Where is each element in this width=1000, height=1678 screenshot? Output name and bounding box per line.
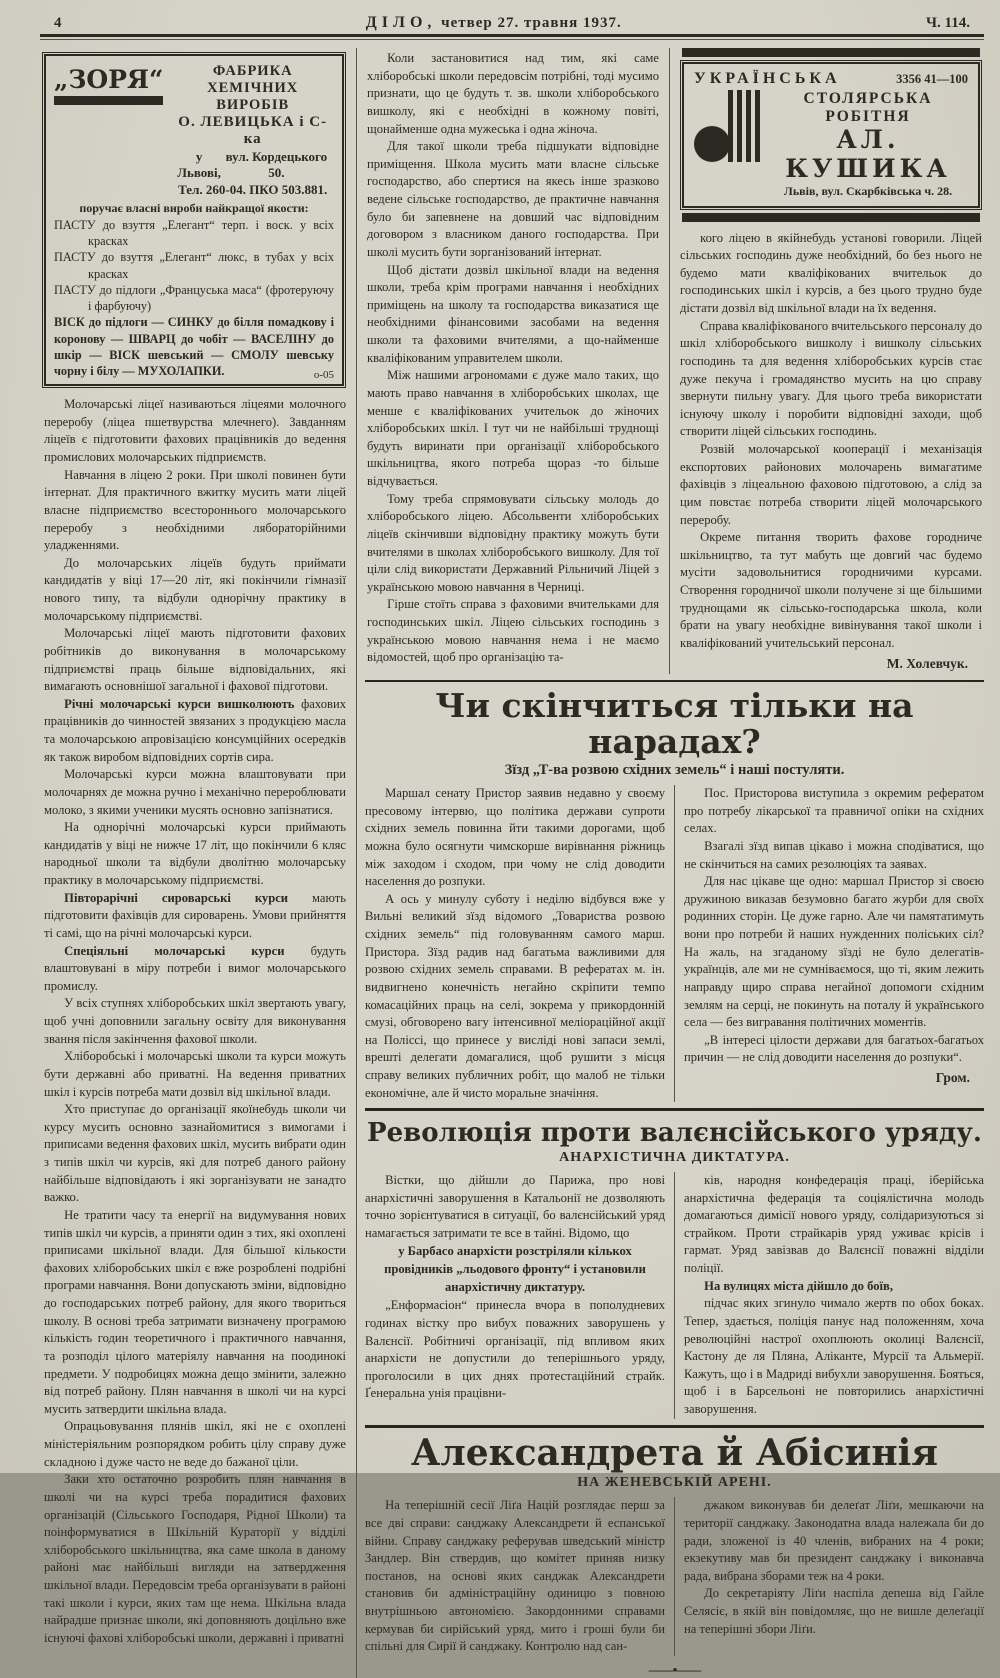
page-body (40, 48, 984, 1678)
paragraph: Молочарські ліцеї мають підготовити фахових робітників до виконування в молочарському підприємстві праць більше відповідальних, які вимагають основнішої загальної і фахової підготови. (44, 626, 346, 694)
ad-kushyka-text (768, 90, 968, 199)
ad-kushyka-name: АЛ. КУШИКА (785, 125, 951, 183)
ad-zorya-titles (171, 63, 334, 198)
column-left (40, 48, 357, 1678)
paragraph: ВІСК до підлоги — СИНКУ до білля помадкову і коронову — ШВАРЦ до чобіт — ВАСЕЛІНУ до шкір — ВІСК шевський — СМОЛУ шевську чорну і білу — МУХОЛАПКИ. (54, 315, 334, 378)
alexandretta-col-right (675, 1497, 984, 1656)
paragraph: Взагалі зїзд випав цікаво і можна сподіватися, що не скінчиться на самих резолюціях та заявах. (684, 838, 984, 871)
paragraph: Річні молочарські курси вишколюють фахових працівників до чинностей звязаних з продукцією масла та молочарською апровізацією консумційних осередків як також виробом відповідних сортів сира. (44, 696, 346, 764)
paragraph: На однорічні молочарські курси приймають кандидатів у віці не нижче 17 літ, що покінчили 6 кляс народньої школи та відбули дволітню молочарську практику в молочарському підприємстві. (44, 820, 346, 888)
paragraph: До секретаріяту Ліґи наспіла депеша від Гайле Селясіє, в якій він повідомляє, що не вишле делеґації на теперішні збори Ліґи. (684, 1586, 984, 1636)
ad-zorya-brand: „ЗОРЯ“ (54, 65, 164, 94)
section-revolution (365, 1108, 984, 1418)
paragraph: Хліборобські і молочарські школи та курси можуть бути державні або приватні. На ведення приватних шкіл і курсів потреба мати дозвіл від шкільної влади. (44, 1049, 346, 1099)
section-alexandretta (365, 1425, 984, 1678)
page-header (40, 14, 984, 34)
narady-col-left (365, 785, 675, 1102)
ad-zorya-header (54, 63, 334, 198)
ad-zorya-print-mark: о-05 (313, 369, 334, 382)
ad-kushyka-main (694, 90, 968, 199)
paragraph: Заки хто остаточно розробить плян навчання в школі чи на курсі треба порадитися фахових організацій (Сільського Господаря, Рідної Школи) та поінформуватися в Шкільній Кураторії у відділі хліборобського шкільництва, яка саме школа в даному районі має найбільші вигляди на затвердження шкільної влади. Передовсім треба організувати в районі такі школи і курси, яких там ще нема. Шкільна влада найрадше признає школи, які доповняють доцільно вже існуючі фахові хліборобські школи, державні і приватні (44, 1472, 346, 1645)
article-signature: Гром. (935, 1070, 970, 1086)
black-bar-decoration (682, 48, 980, 57)
revolution-columns (365, 1172, 984, 1419)
ad-kushyka-logo (694, 90, 758, 164)
subhead-revolution: АНАРХІСТИЧНА ДИКТАТУРА. (559, 1149, 790, 1165)
paragraph: Тому треба спрямовувати сільську молодь до хліборобського ліцею. Абсольвенти хліборобських ліцеїв скінчивши відповідну практику можуть бути вчителями в школах хліборобського вишколу. Для тої ціли слід використати Державний Рільничий Ліцей з українською мовою навчання в Черниці. (367, 491, 659, 594)
ad-zorya-intro: поручає власні вироби найкращої якости: (79, 201, 309, 215)
paragraph: Не тратити часу та енергії на видумування нових типів шкіл чи курсів, а приняти один з тих, які охоплені приписами шкільної влади. Для більшої кількости фахових хліборобських шкіл є вже розроблені подрібні програми навчання. Вони допускають зміни, відповідно до господарських потреб району, для якого твориться школу. В основі треба затримати визначену програмою кількість годин теоретичного і практичного навчання, та розподіл цілого матеріялу навчання на поодинокі предмети. У подробицях можна дещо змінити, залежно від потреб району. Плян навчання в школі чи на курсі мусить затвердити шкільна влада. (44, 1207, 346, 1416)
paragraph: Молочарські ліцеї називаються ліцеями молочного переробу (ліцеа пшетвурства млечнего). Завданням ліцеїв є підготовити фахових працівників до ведення промислових молочарських підприємств. (44, 397, 346, 465)
ad-zorya-items (54, 217, 334, 382)
paragraph: Розвій молочарської кооперації і механізація експортових районових молочарень вимагатиме фахівців з ліцеальною фаховою підготовою, а слід за цим повстає потреба створити ліцей молочарського переробу. (680, 442, 982, 527)
headline-revolution: Революція проти валєнсійського уряду. (367, 1118, 982, 1149)
revolution-col-left (365, 1172, 675, 1419)
section-narady (365, 680, 984, 1103)
issue-number: Ч. 114. (926, 15, 970, 31)
article-signature: М. Холевчук. (886, 655, 968, 671)
paragraph: „В інтересі цілости держави для багатьох-багатьох причин — не слід доводити населення до розпуки“. (684, 1032, 984, 1065)
subhead-alexandretta: НА ЖЕНЕВСЬКІЙ АРЕНІ. (577, 1475, 772, 1491)
column-right (670, 48, 984, 674)
paragraph: Щоб дістати дозвіл шкільної влади на ведення школи, треба крім програми навчання і необхідних приміщень на школу та господарства виказатися ще необхідними фінансовими засобами на ведення школи та фаховими вчителями, а що-найменше кваліфікованим управителем школи. (367, 262, 659, 365)
paragraph: Для нас цікаве ще одно: маршал Пристор зі своєю дружиною виказав безумовно багато журби для своїх родинних сторін. Це дуже гарно. Але чи памятатимуть вони про потреби й наших нужденних поліських сіл? На жаль, на згаданому зїзді не було делегатів-українців, але ми не сумніваємося, що ті, яким лежить направду щиро справа негайної допомоги східним землям на серці, не покинуть на поталу й українського села — без вигравання політичних моментів. (684, 874, 984, 1030)
headline-narady: Чи скінчиться тільки на нарадах? (435, 685, 914, 761)
headline-alexandretta: Александрета й Абісинія (411, 1431, 938, 1474)
article-dairy-lyceums (44, 396, 346, 1647)
paragraph: джаком виконував би делеґат Ліґи, мешкаючи на території санджаку. Законодатна влада належала би до ради, зложеної із 40 членів, вибраних на 4 роки; екзекутиву мав би президент санджаку і виконавча рада, вибрана зборами теж на 4 роки. (684, 1498, 984, 1583)
ad-zorya-city: у Львові, (177, 149, 221, 180)
paragraph: ків, народня конфедерація праці, іберійська анархістична федерація та соціялістична молодь домагаються димісії нового уряду, солідаризуються зі страйком. Проти страйкарів уряд уживає крісів і гармат. Уряд завізвав до Валєнсії поважні відділи поліції. (684, 1172, 984, 1276)
ad-kushyka-label: УКРАЇНСЬКА (694, 70, 841, 87)
logo-circle-icon (694, 126, 730, 162)
paragraph: Окреме питання творить фахове городниче шкільництво, та тут мабуть ще довгий час будемо мусіти задовольнитися городничими курсами. Створення городничої школи получене зі ще більшими труднощами як сільсько-господарська школа, коли брати на увагу необхідне вивінування такої школи і кваліфікований учительський персонал. (680, 530, 982, 650)
paragraph: Спеціяльні молочарські курси будуть влаштовувані в міру потреби і вимог молочарського промислу. (44, 943, 346, 993)
ad-zorya (44, 54, 344, 386)
right-area (357, 48, 984, 1678)
paragraph: Між нашими агрономами є дуже мало таких, що мають право навчання в хліборобських школах, ще менше є кваліфікованих учительок до жіночих хліборобських шкіл. І тут чи не найбільші труднощі будуть виринати при організації хліборобського шкільництва, якого потреба щораз -то більше відчувається. (367, 368, 659, 488)
ad-kushyka-line2: СТОЛЯРСЬКА РОБІТНЯ (803, 90, 933, 125)
revolution-col-right (675, 1172, 984, 1419)
narady-columns (365, 785, 984, 1102)
ad-kushyka-number: 3356 41—100 (896, 72, 968, 86)
logo-stripes-icon (728, 90, 760, 162)
paragraph: Хто приступає до організації якоїнебудь школи чи курсу мусить основно зазнайомитися з вимогами і приписами ведення фахових шкіл, мусить вибрати один з типів шкіл чи курсів, які для потреб даного району найбільше відповідають і які зорганізувати не занадто важко. (44, 1102, 346, 1205)
paper-title: ДІЛО, (365, 14, 437, 31)
ad-zorya-line2: О. ЛЕВИЦЬКА і С-ка (178, 114, 328, 147)
article-schools-right (680, 230, 982, 653)
alexandretta-col-left (365, 1497, 675, 1656)
paragraph: А ось у минулу суботу і неділю відбувся вже у Вильні великий зїзд відомого „Товариства розвою східних земель“ під головуванням самого марш. Пристора. Зїзд радив над багатьма важливими для розвою східних земель справами. В рефератах м. ін. видвигнено конечність негайно скріпити темпо комасаційних праць на селі, зокрема у прикордонній смузі, обговорено вагу інтенсивної меліораційної акції на Поліссі, що принесе у висліді нові запаси землі, врешті делегати домагалися, щоб рушити з місця справу великих публичних робіт, що малоб не тільки економічне, але й чисто моральне значіння. (365, 891, 665, 1100)
paragraph: Пос. Присторова виступила з окремим рефератом про потребу лікарської та правничої опіки на східних селах. (684, 786, 984, 836)
alexandretta-columns (365, 1497, 984, 1656)
ad-zorya-brand-block (54, 63, 163, 198)
paragraph: Коли застановитися над тим, які саме хліборобські школи передовсім потрібні, тоді мусимо признати, що це будуть т. зв. школи хліборобського вишколу, які є необхідні в кожному повіті, щонайменше одна мужеська і одна жіноча. (367, 51, 659, 136)
paragraph: У всіх ступнях хліборобських шкіл звертають увагу, щоб учні доповнили загальну освіту для виконування звання після закінчення фахової школи. (44, 996, 346, 1046)
paragraph: Для такої школи треба підшукати відповідне приміщення. Школа мусить мати власне сільське господарство, або спертися на якесь інше зразково ведене сільське господарство, де практичне навчання було би запевнене на довший час відповідним договором з власником даного господарства. При школі мусить бути зорганізований інтернат. (367, 139, 659, 259)
paragraph: Справа кваліфікованого вчительського персоналу до шкіл хліборобського вишколу і вишколу сільських господинь та для ведення хліборобських курсів стає дуже пекуча і громадянство мусить на цю справу звернути пильну увагу. Для цього треба використати існуючу школу і поробити відповідні заходи, щоб створити ліцей сільських господинь. (680, 318, 982, 439)
paragraph: Маршал сенату Пристор заявив недавно у своєму пресовому інтервю, що політика держави супроти східних земель повинна йти такими дорогами, щоб можна було осягнути чимскорше вирівнання ріжниць між заходом і сходом, при чому не слід доводити населення до розпуки. (365, 786, 665, 889)
ad-zorya-address (171, 148, 334, 182)
paragraph: ПАСТУ до підлоги „Француська маса“ (фротеруючу і фарбуючу) (54, 282, 334, 314)
paragraph: Півторарічні сироварські курси мають підготовити фахівців для сироварень. Умови прийняття ті самі, що на річні молочарські курси. (44, 890, 346, 940)
ad-zorya-phone: Тел. 260-04. ПКО 503.881. (178, 182, 328, 197)
paragraph: кого ліцею в якійнебудь установі говорили. Ліцей сільських господинь дуже необхідний, бо без нього не будемо мати кваліфікованих вчительок до господинських шкіл і курсів, а без цього трудно буде дістати дозвіл від шкільної влади на їх ведення. (680, 230, 982, 315)
paragraph: На вулицях міста дійшло до боїв, (704, 1278, 894, 1293)
narady-col-right (675, 785, 984, 1102)
paragraph: Гірше стоїть справа з фаховими вчительками для господинських шкіл. Ліцею сільських господинь з українською мовою навчання нема і не маємо відомостей, щоб про організацію та- (367, 597, 659, 665)
paper-date: четвер 27. травня 1937. (441, 15, 622, 31)
paragraph: На теперішній сесії Ліґа Націй розглядає перш за все дві справи: санджаку Александрети й еспанської війни. Справу санджаку реферував шведський міністр Зандлер. Він ствердив, що комітет приняв низку постанов, на основі яких санджак Александрети становив би адміністраційну одиницю з повною внутрішньою автономією. Закордонними справами кермував би сирійський уряд, мито і гроші були би спільні для Сирії й санджаку. Контролю над сан- (365, 1498, 665, 1654)
paragraph: До молочарських ліцеїв будуть приймати кандидатів у віці 17—20 літ, які покінчили гімназії нового типу, та відбули однорічну практику в молочарському підприємстві. (44, 555, 346, 623)
black-bar-decoration (54, 96, 163, 105)
paragraph: Опрацьовування плянів шкіл, які не є охоплені міністеріяльним розпорядком робить цілу справу дуже складною і дуже часто не веде до бажаної ціли. (44, 1419, 346, 1469)
paragraph: „Енформасіон“ принесла вчора в пополудневих годинах вістку про вибух поважних заворушень у Валєнсії. Робітничі організації, під впливом яких анархісти не допустили до теперішнього уряду, проголосили в цих днях протестаційний страйк. Ґенеральна унія працівни- (365, 1298, 665, 1401)
paragraph: ПАСТУ до взуття „Елегант“ люкс, в тубах у всіх красках (54, 250, 334, 281)
page-number: 4 (54, 15, 62, 31)
header-rule (40, 34, 984, 40)
subhead-narady: Зїзд „Т-ва розвою східних земель“ і наші постуляти. (504, 762, 845, 779)
article-schools-middle (367, 50, 659, 667)
paragraph: підчас яких згинуло чимало жертв по обох боках. Тепер, здається, поліція панує над положенням, хоча революційні настрої охоплюють околиці Валєнсії, Кастону де ля Пляна, Аліканте, Мурсії та Альмерії. Кажуть, що і в Мадриді вибухли заворушення. Бояться, щоб і в Барсельоні не повторились анархістичні заворушення. (684, 1296, 984, 1417)
ad-kushyka-box (682, 62, 980, 208)
paragraph: Вістки, що дійшли до Парижа, про нові анархістичні заворушення в Катальонії не дозволяють точно зорієнтуватися в ситуації, бо валєнсійський уряд намагається затримати те все в тайні. Відомо, що (365, 1172, 665, 1240)
ad-kushyka-top (694, 70, 968, 88)
ad-zorya-street: вул. Кордецького 50. (225, 149, 328, 180)
narady-col-right-text (684, 785, 984, 1067)
end-ornament: ——•—— (648, 1661, 701, 1677)
paragraph: ПАСТУ до взуття „Елегант“ терп. і воск. у всіх красках (54, 218, 334, 249)
ad-kushyka (680, 48, 982, 222)
masthead (366, 14, 622, 32)
top-row (365, 48, 984, 674)
column-middle (365, 48, 670, 674)
black-bar-decoration (682, 213, 980, 222)
paragraph: Молочарські курси можна влаштовувати при молочарнях де можна ручно і механічно перероблювати молоко, з якими ученики мусять основно запізнатися. (44, 767, 346, 817)
ad-zorya-line1: ФАБРИКА ХЕМІЧНИХ ВИРОБІВ (207, 63, 299, 113)
paragraph: у Барбасо анархісти розстріляли кількох провідників „льодового фронту“ і установили анархістичну диктатуру. (384, 1244, 646, 1294)
paragraph: Навчання в ліцею 2 роки. При школі повинен бути інтернат. Для практичного вжитку мусить мати ліцей власне підприємство всестороннього молочарського переробу з необхідними лябораторійними уладженнями. (44, 467, 346, 553)
ad-kushyka-address: Львів, вул. Скарбківська ч. 28. (783, 183, 953, 198)
